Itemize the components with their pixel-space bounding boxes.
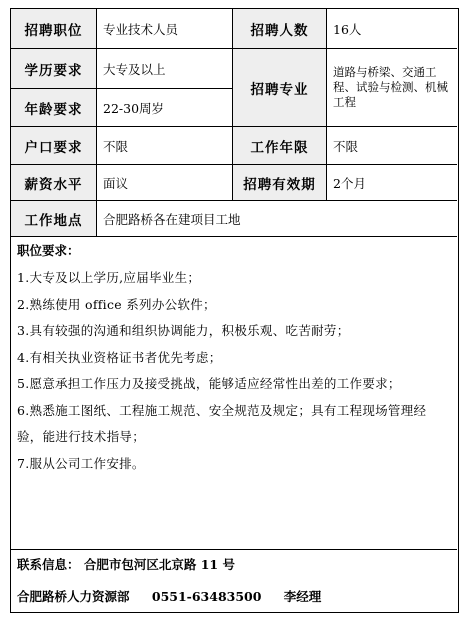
requirements-title: 职位要求： [17, 243, 80, 258]
hukou-value: 不限 [97, 127, 233, 165]
experience-label: 工作年限 [233, 127, 327, 165]
requirement-item: 3.具有较强的沟通和组织协调能力，积极乐观、吃苦耐劳； [17, 323, 350, 338]
position-value: 专业技术人员 [97, 9, 233, 49]
age-label: 年龄要求 [11, 89, 97, 127]
education-value: 大专及以上 [97, 49, 233, 89]
headcount-value: 16人 [327, 9, 457, 49]
age-value: 22-30周岁 [97, 89, 233, 127]
requirement-item: 7.服从公司工作安排。 [17, 455, 145, 471]
requirements-section [11, 237, 457, 550]
contact-department: 合肥路桥人力资源部 [17, 589, 130, 604]
major-label: 招聘专业 [233, 49, 327, 127]
location-value: 合肥路桥各在建项目工地 [97, 201, 457, 237]
contact-info: 联系信息： 合肥市包河区北京路 11 号 [17, 557, 235, 572]
contact-line [11, 587, 457, 605]
requirement-item: 6.熟悉施工图纸、工程施工规范、安全规范及规定；具有工程现场管理经验，能进行技术指导； [17, 402, 427, 444]
validity-value: 2个月 [327, 165, 457, 201]
job-posting-table [10, 8, 459, 613]
requirement-item: 2.熟练使用 office 系列办公软件； [17, 296, 216, 312]
validity-label: 招聘有效期 [233, 165, 327, 201]
contact-person: 李经理 [283, 589, 322, 604]
hukou-label: 户口要求 [11, 127, 97, 165]
location-label: 工作地点 [11, 201, 97, 237]
requirement-item: 4.有相关执业资格证书者优先考虑； [17, 349, 222, 365]
major-value: 道路与桥梁、交通工程、试验与检测、机械工程 [327, 49, 457, 127]
contact-phone: 0551-63483500 [151, 589, 262, 604]
salary-label: 薪资水平 [11, 165, 97, 201]
salary-value: 面议 [97, 165, 233, 201]
requirement-item: 5.愿意承担工作压力及接受挑战，能够适应经常性出差的工作要求； [17, 376, 401, 391]
position-label: 招聘职位 [11, 9, 97, 49]
experience-value: 不限 [327, 127, 457, 165]
education-label: 学历要求 [11, 49, 97, 89]
headcount-label: 招聘人数 [233, 9, 327, 49]
requirement-item: 1.大专及以上学历,应届毕业生； [17, 270, 201, 285]
